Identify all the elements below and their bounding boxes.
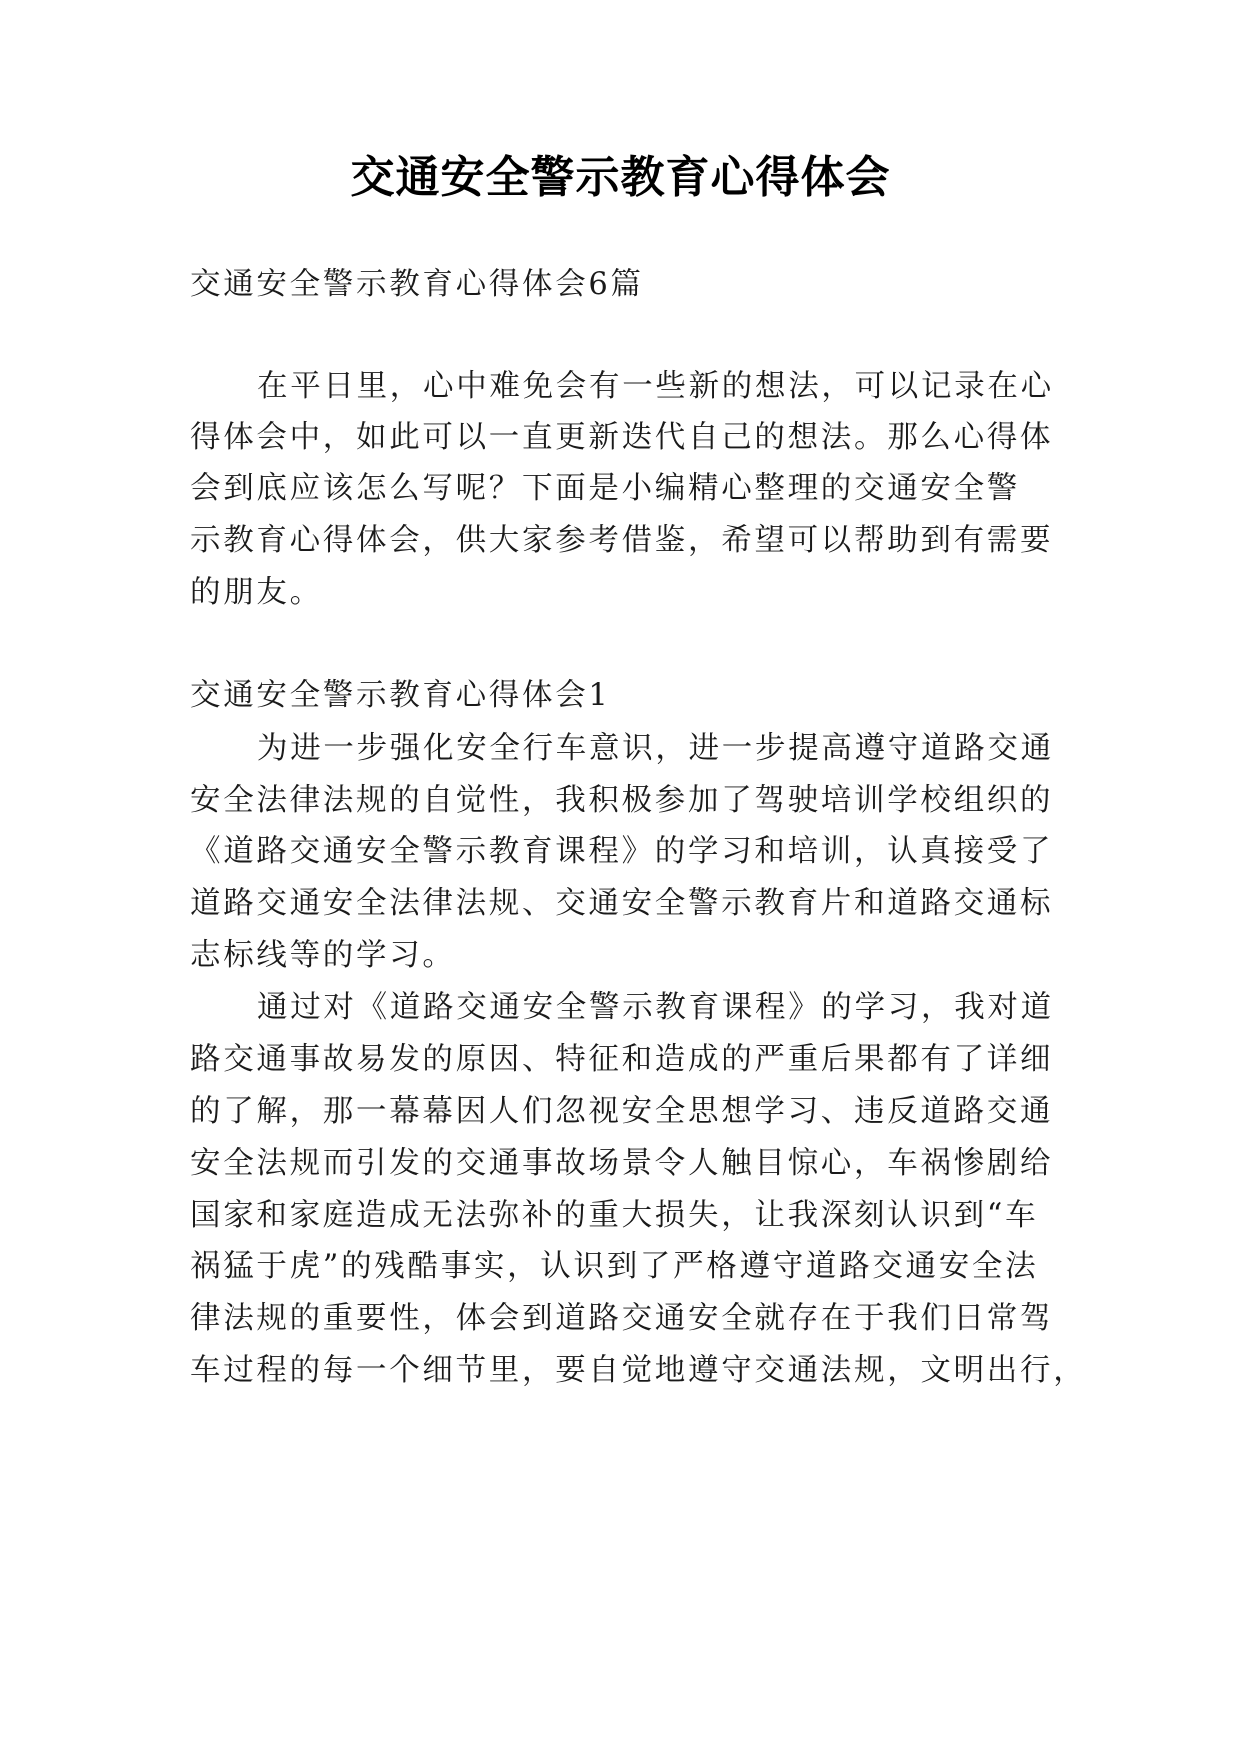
paragraph-line: 祸猛于虎”的残酷事实，认识到了严格遵守道路交通安全法 <box>190 1249 1039 1284</box>
paragraph-line: 路交通事故易发的原因、特征和造成的严重后果都有了详细 <box>190 1042 1054 1077</box>
paragraph-line: 道路交通安全法律法规、交通安全警示教育片和道路交通标 <box>190 886 1054 921</box>
paragraph-line: 国家和家庭造成无法弥补的重大损失，让我深刻认识到“车 <box>190 1198 1039 1233</box>
paragraph-line: 《道路交通安全警示教育课程》的学习和培训，认真接受了 <box>190 834 1054 869</box>
paragraph-line: 志标线等的学习。 <box>190 938 456 973</box>
paragraph-line: 为进一步强化安全行车意识，进一步提高遵守道路交通 <box>257 731 1054 766</box>
intro-line: 得体会中，如此可以一直更新迭代自己的想法。那么心得体 <box>190 420 1054 455</box>
intro-line: 会到底应该怎么写呢？下面是小编精心整理的交通安全警 <box>190 471 1020 506</box>
paragraph-line: 律法规的重要性，体会到道路交通安全就存在于我们日常驾 <box>190 1301 1054 1336</box>
paragraph-line: 通过对《道路交通安全警示教育课程》的学习，我对道 <box>257 990 1054 1025</box>
paragraph-line: 的了解，那一幕幕因人们忽视安全思想学习、违反道路交通 <box>190 1094 1054 1129</box>
intro-line: 的朋友。 <box>190 575 323 610</box>
document-title: 交通安全警示教育心得体会 <box>350 152 891 203</box>
intro-line: 示教育心得体会，供大家参考借鉴，希望可以帮助到有需要 <box>190 523 1054 558</box>
section-heading: 交通安全警示教育心得体会1 <box>190 678 611 713</box>
intro-line: 在平日里，心中难免会有一些新的想法，可以记录在心 <box>257 369 1054 404</box>
paragraph-line: 安全法规而引发的交通事故场景令人触目惊心，车祸惨剧给 <box>190 1146 1054 1181</box>
document-subtitle: 交通安全警示教育心得体会6篇 <box>190 267 644 302</box>
paragraph-line: 车过程的每一个细节里，要自觉地遵守交通法规，文明出行， <box>190 1353 1087 1388</box>
paragraph-line: 安全法律法规的自觉性，我积极参加了驾驶培训学校组织的 <box>190 783 1054 818</box>
